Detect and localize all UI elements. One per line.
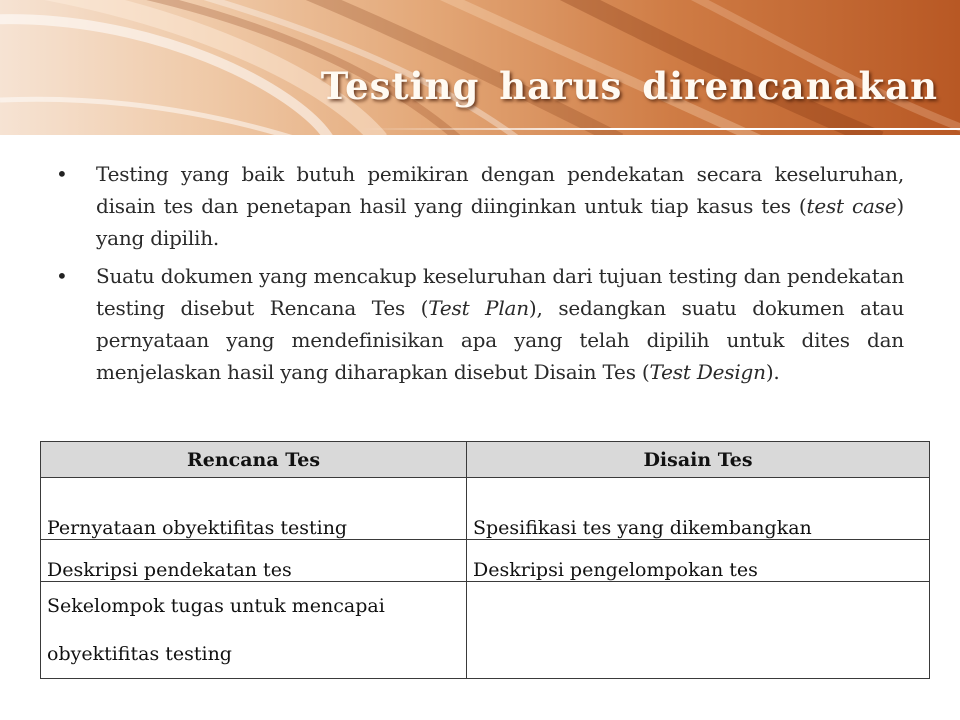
table-header-row: [41, 442, 930, 478]
comparison-table: [40, 441, 930, 679]
bullet-list: [56, 158, 904, 394]
table-row: [41, 540, 930, 582]
column-header: Disain Tes: [467, 442, 930, 478]
table-cell: [467, 582, 930, 679]
slide-title: Testing harus direncanakan: [320, 64, 938, 108]
table-cell: Deskripsi pendekatan tes: [41, 540, 467, 582]
bullet-item: [56, 260, 904, 388]
title-underline: [360, 128, 960, 130]
bullet-text: Testing yang baik butuh pemikiran dengan pendekatan secara keseluruhan, disain tes dan penetapan hasil yang diinginkan untuk tiap kasus tes (test case) yang dipilih.: [96, 162, 904, 250]
bullet-text: Suatu dokumen yang mencakup keseluruhan dari tujuan testing dan pendekatan testing disebut Rencana Tes (Test Plan), sedangkan suatu dokumen atau pernyataan yang mendefinisikan apa yang telah dipilih untuk dites dan menjelaskan hasil yang diharapkan disebut Disain Tes (Test Design).: [96, 264, 904, 384]
table-row: [41, 582, 930, 679]
table-row: [41, 478, 930, 540]
table-cell: Deskripsi pengelompokan tes: [467, 540, 930, 582]
bullet-item: [56, 158, 904, 254]
column-header: Rencana Tes: [41, 442, 467, 478]
title-banner: [0, 0, 960, 135]
table-cell: Sekelompok tugas untuk mencapai obyektifitas testing: [41, 582, 467, 679]
table-cell: Spesifikasi tes yang dikembangkan: [467, 478, 930, 540]
table-cell: Pernyataan obyektifitas testing: [41, 478, 467, 540]
bullet-dot-icon: •: [56, 264, 68, 288]
bullet-dot-icon: •: [56, 162, 68, 186]
